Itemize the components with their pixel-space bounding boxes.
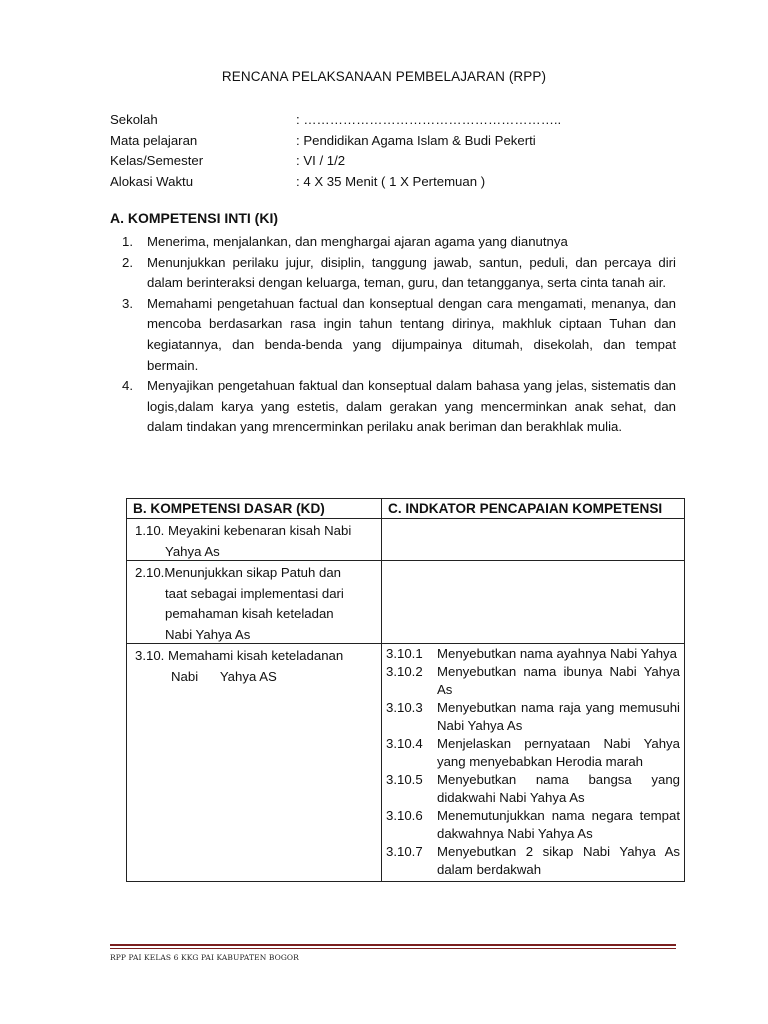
indicator-number: 3.10.4 [386,736,423,752]
indicator-text: Menyebutkan 2 sikap Nabi Yahya As dalam berdakwah [437,844,680,877]
info-label: Mata pelajaran [110,132,198,148]
indicator-text: Menjelaskan pernyataan Nabi Yahya yang menyebabkan Herodia marah [437,736,680,769]
ki-number: 2. [122,254,133,270]
table-row [127,519,685,561]
indicator-text: Menyebutkan nama raja yang memusuhi Nabi Yahya As [437,700,680,733]
indicator-cell [382,644,685,882]
table-header-row [127,499,685,519]
info-value: : ………………………………………………….. [296,112,562,127]
indicator-text: Menyebutkan nama ayahnya Nabi Yahya [437,646,677,661]
kd-cell [127,644,382,882]
indicator-item [386,771,680,806]
kd-indicator-table [126,498,685,882]
kd-line: Nabi Yahya AS [171,668,277,684]
ki-text: Menyajikan pengetahuan faktual dan konseptual dalam bahasa yang jelas, sistematis dan logis,dalam karya yang estetis, dalam gerakan yang mencerminkan anak sehat, dan dalam tindakan yang mrencerminkan perilaku anak beriman dan berakhlak mulia. [147,378,676,435]
indicator-number: 3.10.6 [386,808,423,824]
page-title: RENCANA PELAKSANAAN PEMBELAJARAN (RPP) [221,69,547,84]
ki-item [122,294,676,376]
info-value: : Pendidikan Agama Islam & Budi Pekerti [296,132,536,148]
ki-text: Memahami pengetahuan factual dan konseptual dengan cara mengamati, menanya, dan mencoba berdasarkan rasa ingin tahun tentang dirinya, makhluk ciptaan Tuhan dan kegiatannya, dan benda-benda yang dijumpainya ditumah, disekolah, dan tempat bermain. [147,295,676,373]
indicator-text: Menemutunjukkan nama negara tempat dakwahnya Nabi Yahya As [437,808,680,841]
indicator-number: 3.10.7 [386,844,423,860]
footer-rule [110,944,676,949]
footer-text: RPP PAI KELAS 6 KKG PAI KABUPATEN BOGOR [110,953,299,962]
ki-text: Menunjukkan perilaku jujur, disiplin, tanggung jawab, santun, peduli, dan percaya diri dalam berinteraksi dengan keluarga, teman, guru, dan tetangganya, serta cinta tanah air. [147,254,676,291]
indicator-number: 3.10.5 [386,772,423,788]
ki-item [122,232,676,253]
ki-text: Menerima, menjalankan, dan menghargai ajaran agama yang dianutnya [147,234,568,249]
identity-block [110,110,561,192]
kd-line: taat sebagai implementasi dari [165,585,344,601]
ki-number: 3. [122,295,133,311]
kd-line: 2.10.Menunjukkan sikap Patuh dan [135,565,342,580]
kd-cell [127,519,382,561]
info-value: : 4 X 35 Menit ( 1 X Pertemuan ) [296,173,486,189]
header-indikator: C. INDKATOR PENCAPAIAN KOMPETENSI [382,499,685,519]
ki-item [122,253,676,294]
kd-line: 1.10. Meyakini kebenaran kisah Nabi [135,523,352,538]
info-label: Sekolah [110,112,158,127]
indicator-number: 3.10.1 [386,646,423,661]
info-row-mata-pelajaran [110,131,561,152]
indicator-item [386,663,680,698]
info-row-kelas-semester [110,151,561,172]
kd-line: Nabi Yahya As [165,626,251,642]
kd-cell [127,561,382,644]
section-a-heading: A. KOMPETENSI INTI (KI) [110,210,278,226]
kd-line: Yahya As [165,543,220,559]
indicator-item [386,645,680,663]
header-kompetensi-dasar: B. KOMPETENSI DASAR (KD) [127,499,382,519]
indicator-item [386,807,680,842]
indicator-item [386,843,680,878]
indicator-cell-empty [382,561,685,644]
info-value: : VI / 1/2 [296,153,346,168]
ki-number: 1. [122,234,133,249]
table-row [127,561,685,644]
kd-line: pemahaman kisah keteladan [165,606,334,621]
table-row [127,644,685,882]
info-row-sekolah [110,110,561,131]
indicator-number: 3.10.2 [386,664,423,680]
info-label: Alokasi Waktu [110,173,194,189]
indicator-item [386,735,680,770]
info-label: Kelas/Semester [110,153,204,168]
kd-line: 3.10. Memahami kisah keteladanan [135,648,344,663]
indicator-number: 3.10.3 [386,700,423,716]
ki-number: 4. [122,378,133,394]
ki-item [122,376,676,438]
indicator-text: Menyebutkan nama ibunya Nabi Yahya As [437,664,680,697]
indicator-cell-empty [382,519,685,561]
ki-list [122,232,676,438]
indicator-item [386,699,680,734]
indicator-text: Menyebutkan nama bangsa yang didakwahi Nabi Yahya As [437,772,680,805]
info-row-alokasi-waktu [110,172,561,193]
